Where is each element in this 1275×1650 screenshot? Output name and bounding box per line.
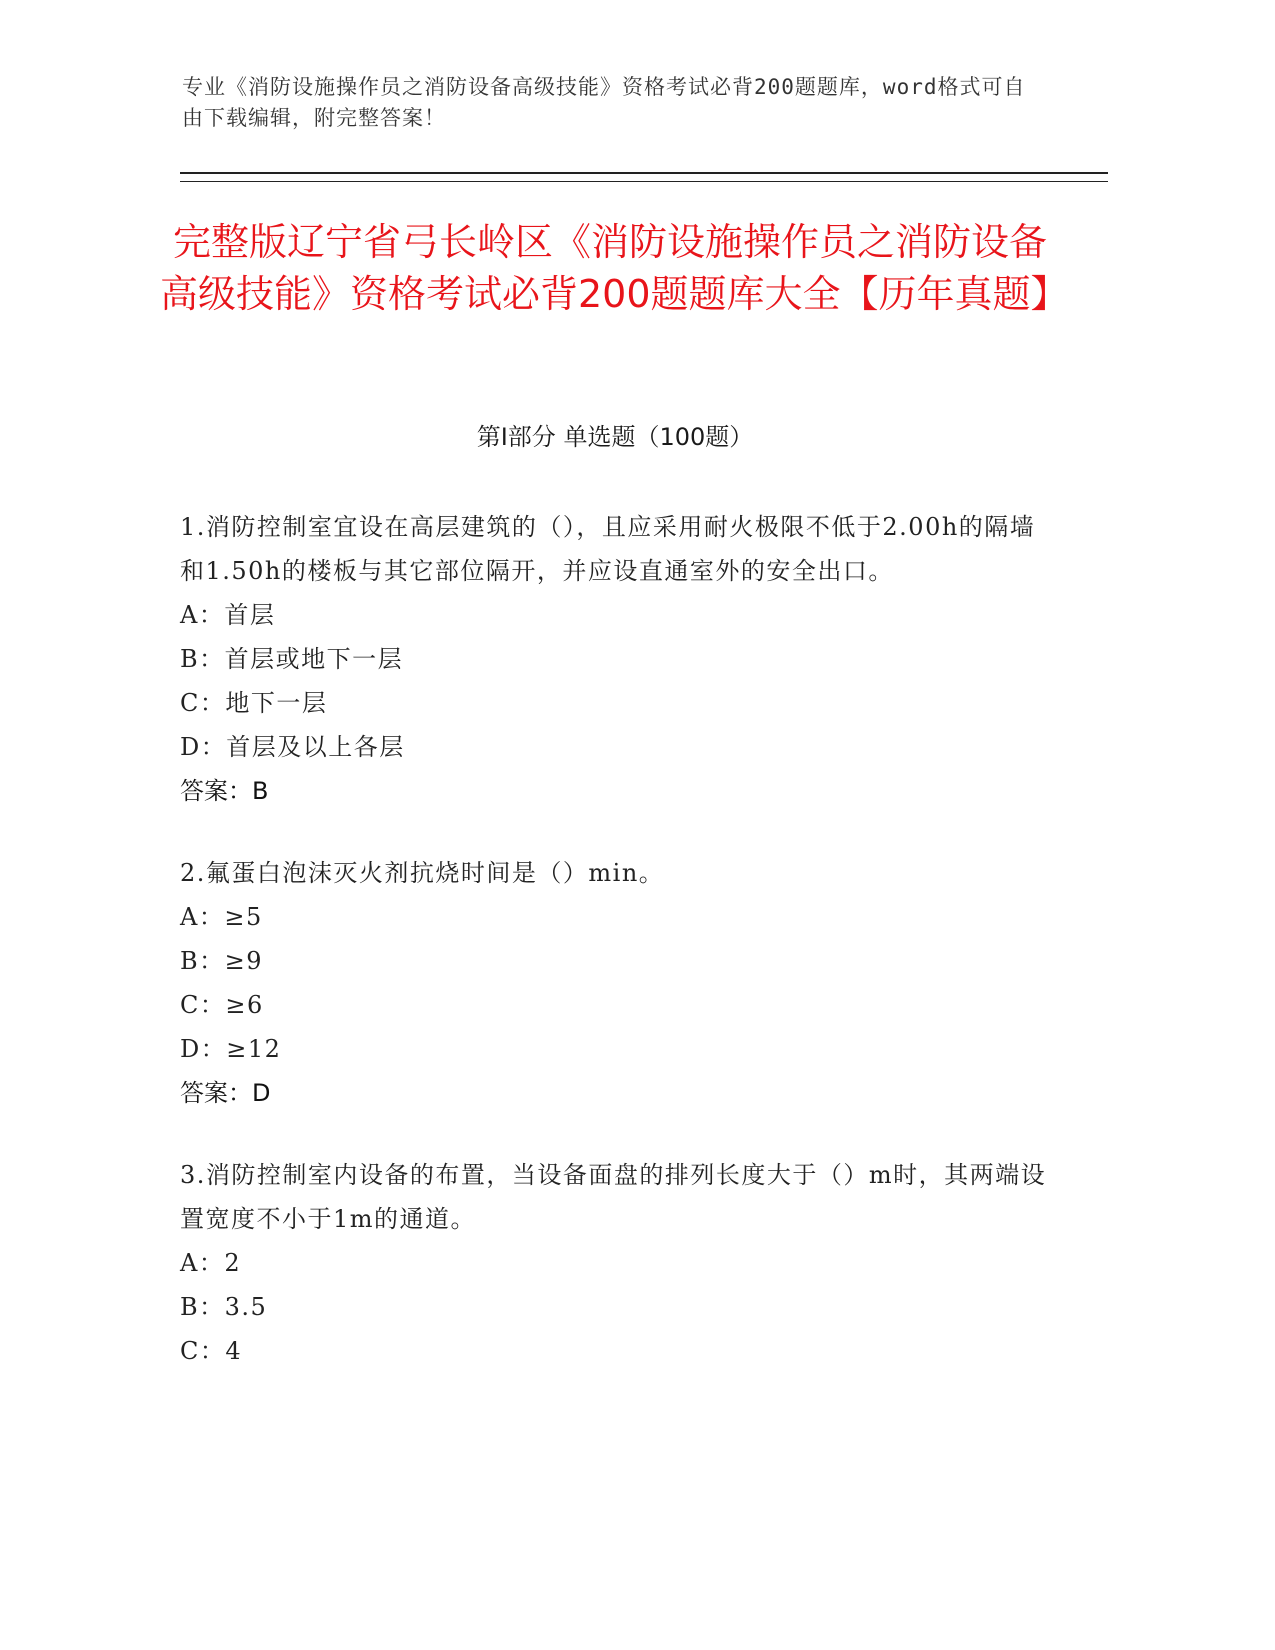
question-3	[180, 1153, 1050, 1373]
option-c: C：4	[180, 1337, 243, 1365]
option-a: A：≥5	[180, 903, 263, 931]
option-b: B：≥9	[180, 947, 264, 975]
header-divider-thin	[180, 181, 1108, 182]
option-d: D：≥12	[180, 1035, 282, 1063]
section-heading: 第I部分 单选题（100题）	[476, 423, 754, 451]
answer: 答案：D	[180, 1079, 271, 1107]
document-title: 完整版辽宁省弓长岭区《消防设施操作员之消防设备高级技能》资格考试必背200题题库大全【历年真题】	[160, 220, 1069, 316]
question-stem: 2.氟蛋白泡沫灭火剂抗烧时间是（）min。	[180, 859, 665, 887]
question-stem: 1.消防控制室宜设在高层建筑的（），且应采用耐火极限不低于2.00h的隔墙和1.50h的楼板与其它部位隔开，并应设直通室外的安全出口。	[180, 513, 1036, 585]
question-stem: 3.消防控制室内设备的布置，当设备面盘的排列长度大于（）m时，其两端设置宽度不小于1m的通道。	[180, 1161, 1047, 1233]
question-list	[180, 505, 1050, 1411]
question-2	[180, 851, 1050, 1115]
option-c: C：≥6	[180, 991, 264, 1019]
option-d: D：首层及以上各层	[180, 733, 405, 761]
answer: 答案：B	[180, 777, 269, 805]
option-a: A：2	[180, 1249, 242, 1277]
option-a: A：首层	[180, 601, 276, 629]
option-c: C：地下一层	[180, 689, 328, 717]
question-1	[180, 505, 1050, 813]
option-b: B：首层或地下一层	[180, 645, 404, 673]
header-divider	[180, 172, 1108, 174]
header-note: 专业《消防设施操作员之消防设备高级技能》资格考试必背200题题库，word格式可自由下载编辑，附完整答案！	[182, 75, 1026, 130]
option-b: B：3.5	[180, 1293, 268, 1321]
